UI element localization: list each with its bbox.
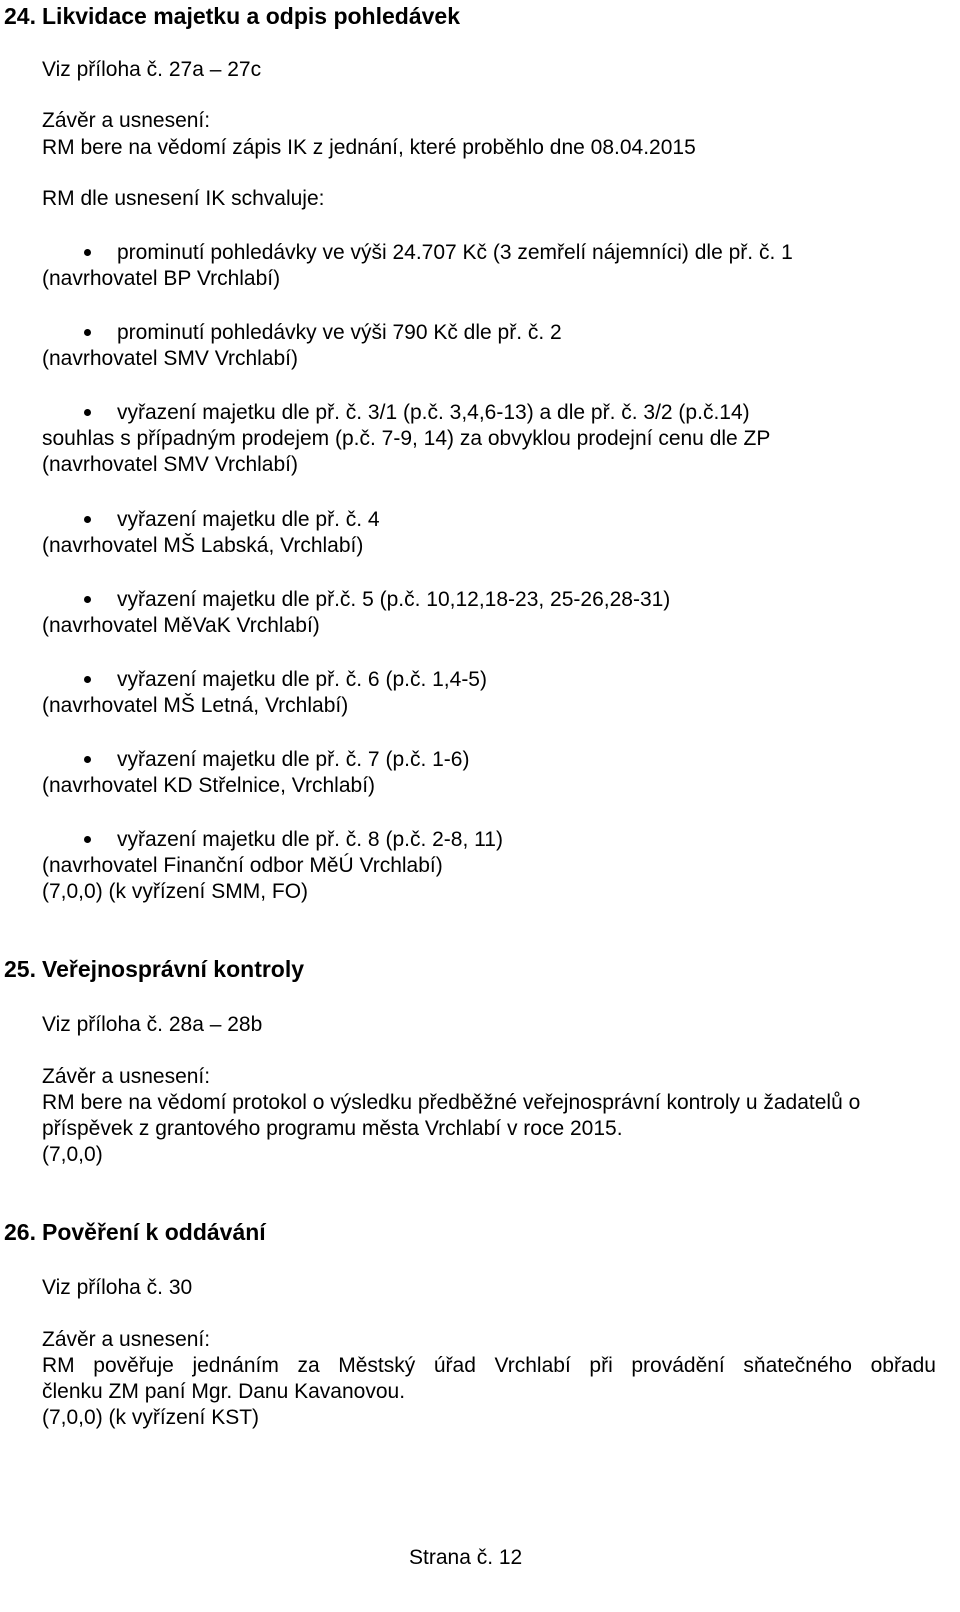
bullet-marker xyxy=(84,756,91,763)
bullet-marker xyxy=(84,249,91,256)
attachment-reference: Viz příloha č. 30 xyxy=(42,1276,193,1299)
conclusion-label: Závěr a usnesení: xyxy=(42,109,211,132)
list-item-detail: (navrhovatel SMV Vrchlabí) xyxy=(42,453,298,476)
list-item-detail: (navrhovatel Finanční odbor MěÚ Vrchlabí) xyxy=(42,854,443,877)
section-title: Likvidace majetku a odpis pohledávek xyxy=(42,3,460,29)
list-item: vyřazení majetku dle př. č. 8 (p.č. 2-8, 11) xyxy=(117,828,503,851)
list-item-detail: (navrhovatel MŠ Letná, Vrchlabí) xyxy=(42,694,349,717)
list-item-detail: (navrhovatel KD Střelnice, Vrchlabí) xyxy=(42,774,376,797)
vote-result: (7,0,0) xyxy=(42,1143,103,1166)
list-item-detail: (navrhovatel MěVaK Vrchlabí) xyxy=(42,614,320,637)
conclusion-label: Závěr a usnesení: xyxy=(42,1065,211,1088)
resolution-line: RM bere na vědomí protokol o výsledku předběžné veřejnosprávní kontroly u žadatelů o xyxy=(42,1091,861,1114)
list-item: vyřazení majetku dle př. č. 7 (p.č. 1-6) xyxy=(117,748,470,771)
list-item: vyřazení majetku dle př.č. 5 (p.č. 10,12,18-23, 25-26,28-31) xyxy=(117,588,671,611)
list-item-detail: (navrhovatel SMV Vrchlabí) xyxy=(42,347,298,370)
list-item-detail: (navrhovatel BP Vrchlabí) xyxy=(42,267,281,290)
bullet-marker xyxy=(84,329,91,336)
bullet-marker xyxy=(84,836,91,843)
conclusion-label: Závěr a usnesení: xyxy=(42,1328,211,1351)
section-title: Pověření k oddávání xyxy=(42,1219,266,1245)
bullet-marker xyxy=(84,516,91,523)
section-number: 25. xyxy=(4,956,36,982)
attachment-reference: Viz příloha č. 28a – 28b xyxy=(42,1013,263,1036)
resolution-line: příspěvek z grantového programu města Vrchlabí v roce 2015. xyxy=(42,1117,623,1140)
list-item-detail: souhlas s případným prodejem (p.č. 7-9, 14) za obvyklou prodejní cenu dle ZP xyxy=(42,427,771,450)
page-number: Strana č. 12 xyxy=(409,1546,523,1569)
list-item: prominutí pohledávky ve výši 24.707 Kč (3 zemřelí nájemníci) dle př. č. 1 xyxy=(117,241,793,264)
section-heading xyxy=(4,1217,266,1247)
vote-result: (7,0,0) (k vyřízení KST) xyxy=(42,1406,260,1429)
resolution-line: RM pověřuje jednáním za Městský úřad Vrchlabí při provádění sňatečného obřadu xyxy=(42,1354,936,1377)
section-number: 24. xyxy=(4,3,36,29)
section-number: 26. xyxy=(4,1219,36,1245)
resolution-line: RM bere na vědomí zápis IK z jednání, které proběhlo dne 08.04.2015 xyxy=(42,136,696,159)
bullet-marker xyxy=(84,676,91,683)
section-title: Veřejnosprávní kontroly xyxy=(42,956,305,982)
resolution-line: RM dle usnesení IK schvaluje: xyxy=(42,187,325,210)
list-item: vyřazení majetku dle př. č. 6 (p.č. 1,4-5) xyxy=(117,668,487,691)
section-heading xyxy=(4,954,304,984)
list-item-detail: (navrhovatel MŠ Labská, Vrchlabí) xyxy=(42,534,364,557)
vote-result: (7,0,0) (k vyřízení SMM, FO) xyxy=(42,880,309,903)
bullet-marker xyxy=(84,409,91,416)
bullet-marker xyxy=(84,596,91,603)
list-item: vyřazení majetku dle př. č. 3/1 (p.č. 3,4,6-13) a dle př. č. 3/2 (p.č.14) xyxy=(117,401,750,424)
section-heading xyxy=(4,1,460,31)
resolution-line: členku ZM paní Mgr. Danu Kavanovou. xyxy=(42,1380,406,1403)
list-item: prominutí pohledávky ve výši 790 Kč dle př. č. 2 xyxy=(117,321,562,344)
list-item: vyřazení majetku dle př. č. 4 xyxy=(117,508,380,531)
attachment-reference: Viz příloha č. 27a – 27c xyxy=(42,58,262,81)
